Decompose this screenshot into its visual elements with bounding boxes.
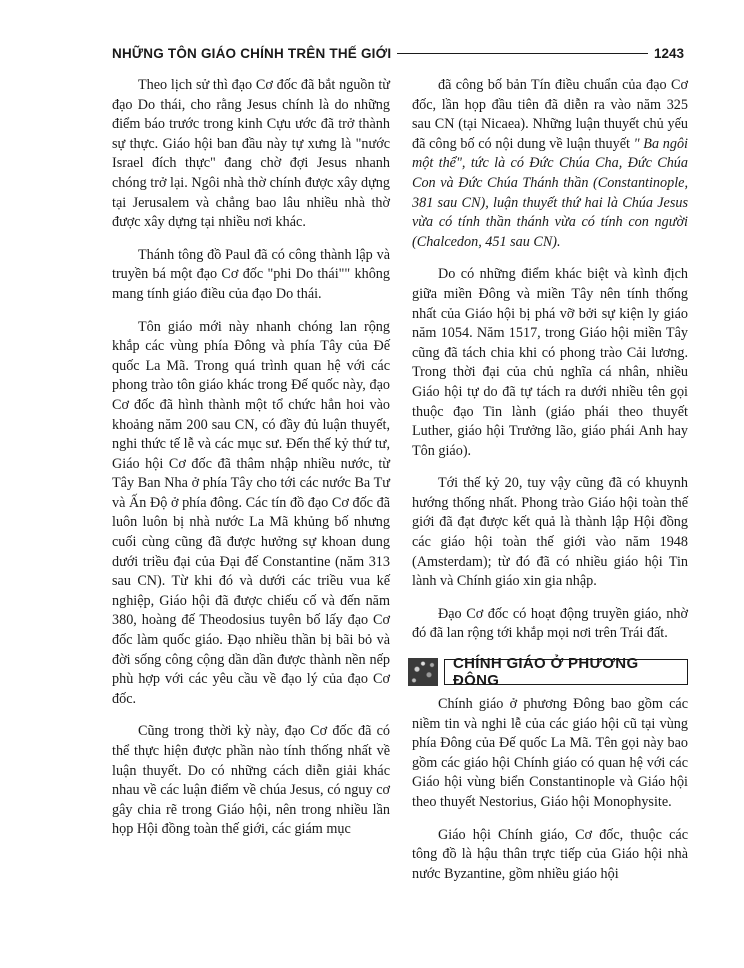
paragraph: Thánh tông đồ Paul đã có công thành lập và truyền bá một đạo Cơ đốc "phi Do thái"" không mang tính giáo điều của đạo Do thái. [112, 246, 390, 302]
left-column [112, 76, 390, 853]
right-column [412, 76, 688, 897]
paragraph: Chính giáo ở phương Đông bao gồm các niềm tin và nghi lễ của các giáo hội cũ tại vùng phía Đông của Đế quốc La Mã. Tên gọi này bao gồm các giáo hội Chính giáo có quan hệ với các Giáo hội vùng biển Constantinople và Giáo hội theo thuyết Nestorius, Giáo hội Monophysite. [412, 696, 688, 810]
section-title: CHÍNH GIÁO Ở PHƯƠNG ĐÔNG [444, 659, 688, 685]
paragraph: Tới thế kỷ 20, tuy vậy cũng đã có khuynh hướng thống nhất. Phong trào Giáo hội toàn thế giới đã đạt được kết quả là thành lập Hội đồng các giáo hội toàn thế giới vào năm 1948 (Amsterdam); từ đó đã có nhiều giáo hội Tin lành và Chính giáo xin gia nhập. [412, 475, 688, 590]
running-header [112, 42, 684, 64]
paragraph: Giáo hội Chính giáo, Cơ đốc, thuộc các tông đồ là hậu thân trực tiếp của Giáo hội nhà nước Byzantine, gồm nhiều giáo hội [412, 826, 688, 882]
paragraph: Tôn giáo mới này nhanh chóng lan rộng khắp các vùng phía Đông và phía Tây của Đế quốc La Mã. Trong quá trình quan hệ với các phong trào tôn giáo khác trong Đế quốc này, đạo Cơ đốc đã hình thành một tổ chức hẳn hoi vào khoảng năm 200 sau CN, có đầy đủ luận thuyết, nghi thức tế lễ và các mục sư. Đến thế kỷ thứ tư, Giáo hội Cơ đốc đã thâm nhập nhiều nước, từ Tây Ban Nha ở phía Tây cho tới các nước Ba Tư và Ấn Độ ở phía đông. Các tín đồ đạo Cơ đốc đã luôn luôn bị nhà nước La Mã khủng bố nhưng cuối cùng cũng đã được hưởng sự khoan dung dưới triều đại của Đại đế Constantine (năm 313 sau CN). Từ khi đó và dưới các triều vua kế nghiệp, Giáo hội đã được chiếu cố và đến năm 380, hoàng đế Theodosius tuyên bố lấy đạo Cơ đốc làm quốc giáo. Đạo nhiều thần bị bãi bỏ và đời sống công cộng dần dần được thành nền nếp phù hợp với các yêu cầu về đạo lý của đạo Cơ đốc. [112, 318, 390, 707]
section-ornament-icon [408, 658, 438, 686]
paragraph: Do có những điểm khác biệt và kình địch giữa miền Đông và miền Tây nên tính thống nhất của Giáo hội bị phá vỡ bởi sự kiện ly giáo năm 1054. Năm 1517, trong Giáo hội miền Tây cũng đã tách chia khi có phong trào Cải lương. Trong thời đại của chủ nghĩa cá nhân, nhiều Giáo hội tự do đã tự tách ra dưới nhiều tên gọi thuộc đạo Tin lành (giáo phái theo thuyết Luther, giáo hội Trưởng lão, giáo phái Anh hay Tôn giáo). [412, 266, 688, 459]
paragraph: Đạo Cơ đốc có hoạt động truyền giáo, nhờ đó đã lan rộng tới khắp mọi nơi trên Trái đất. [412, 605, 688, 642]
paragraph: Theo lịch sử thì đạo Cơ đốc đã bắt nguồn từ đạo Do thái, cho rằng Jesus chính là do những điểm báo trước trong kinh Cựu ước đã trở thành sự thực. Giáo hội ban đầu này tự xưng là "nước Israel đích thực" đang chờ đợi Jesus nhanh chóng trở lại. Ngôi nhà thờ chính được xây dựng tại Jerusalem và chẳng bao lâu nhiều nhà thờ được xây dựng tại nhiều nơi khác. [112, 77, 390, 231]
section-heading [408, 655, 688, 690]
paragraph [412, 76, 688, 252]
page-number: 1243 [653, 45, 684, 61]
paragraph-italic-text: " Ba ngôi một thể", tức là có Đức Chúa Cha, Đức Chúa Con và Đức Chúa Thánh thần (Constantinople, 381 sau CN), luận thuyết thứ hai là Chúa Jesus vừa có tính thần thánh vừa có tính con người (Chalcedon, 451 sau CN). [412, 135, 688, 250]
running-title: NHỮNG TÔN GIÁO CHÍNH TRÊN THẾ GIỚI [112, 45, 392, 61]
paragraph-text: đã công bố bản Tín điều chuẩn của đạo Cơ đốc, lần họp đầu tiên đã diễn ra vào năm 325 sau CN (tại Nicaea). Những luận thuyết chủ yếu đã công bố có nội dung về luận thuyết [412, 77, 688, 152]
paragraph: Cũng trong thời kỳ này, đạo Cơ đốc đã có thể thực hiện được phần nào tính thống nhất về luận thuyết. Do có những cách diễn giải khác nhau về các luận điểm về chúa Jesus, có nguy cơ gây chia rẽ trong Giáo hội, nên trong nhiều lần họp Hội đồng toàn thế giới, các giám mục [112, 723, 390, 838]
header-rule [397, 53, 648, 54]
